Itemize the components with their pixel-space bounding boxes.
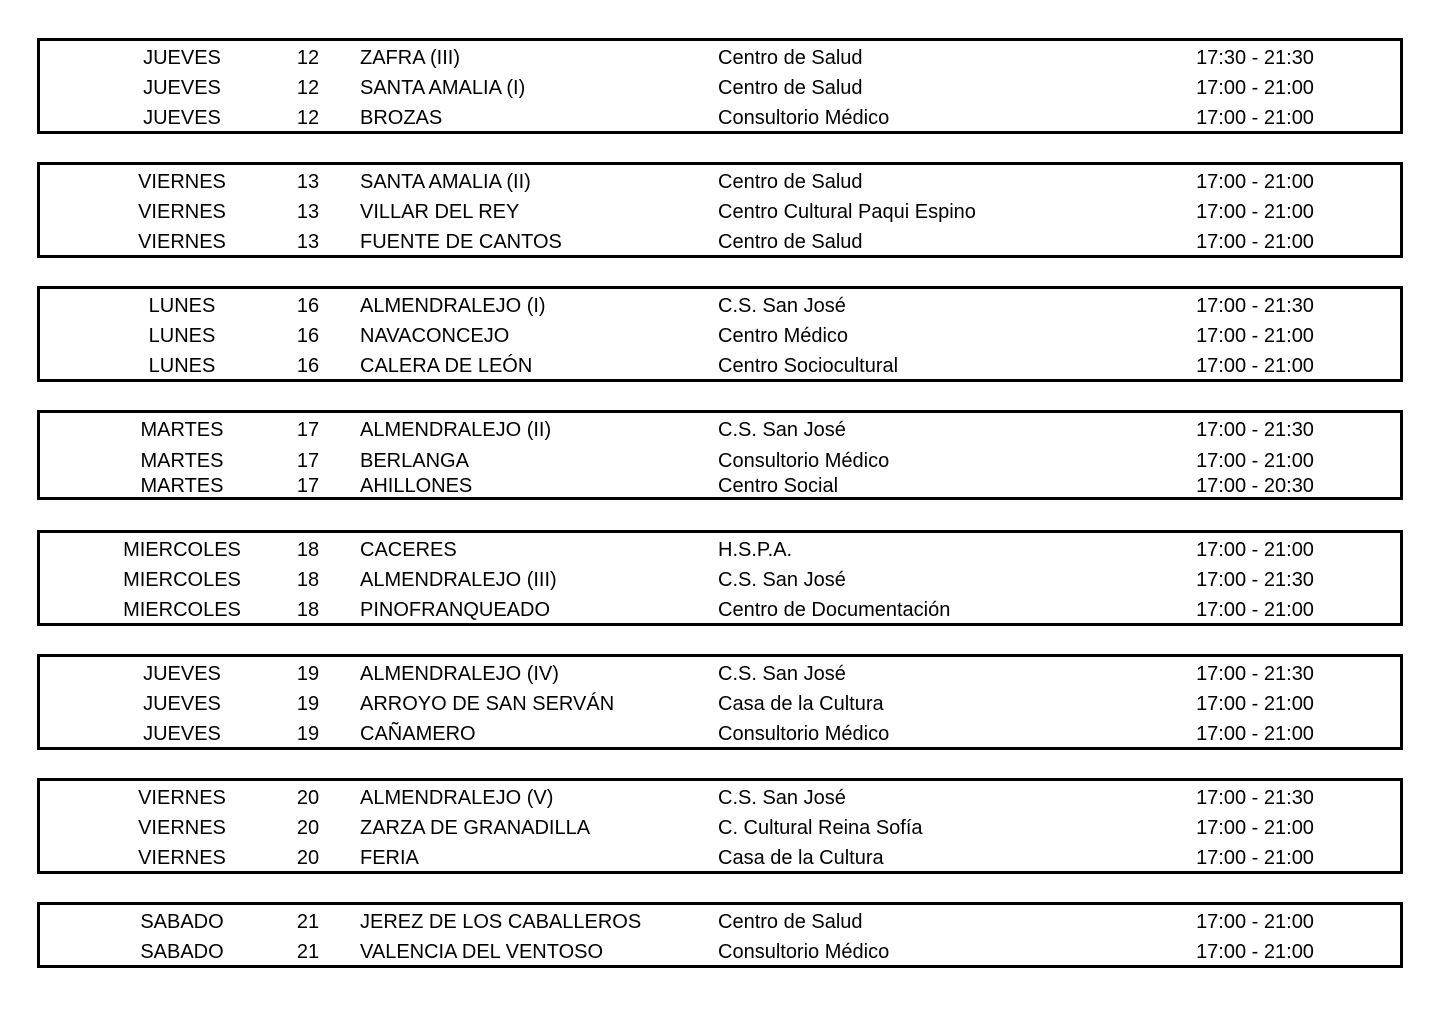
table-row: [40, 167, 1400, 197]
date-cell: 17: [296, 475, 320, 497]
table-row: [40, 907, 1400, 937]
table-row: [40, 535, 1400, 565]
hours-cell: 17:00 - 21:30: [1196, 663, 1314, 685]
table-row: [40, 783, 1400, 813]
hours-cell: 17:00 - 21:30: [1196, 787, 1314, 809]
day-cell: VIERNES: [138, 817, 226, 839]
date-cell: 21: [296, 941, 320, 963]
day-cell: LUNES: [148, 355, 216, 377]
day-cell: JUEVES: [143, 693, 221, 715]
table-row: [40, 843, 1400, 873]
day-cell: JUEVES: [143, 47, 221, 69]
town-cell: ZAFRA (III): [360, 47, 460, 69]
hours-cell: 17:00 - 21:30: [1196, 569, 1314, 591]
day-cell: MIERCOLES: [123, 539, 241, 561]
town-cell: SANTA AMALIA (I): [360, 77, 526, 99]
venue-cell: Centro Médico: [718, 325, 849, 347]
venue-cell: Consultorio Médico: [718, 450, 890, 472]
table-row: [40, 321, 1400, 351]
schedule-group: [37, 530, 1403, 626]
schedule-group: [37, 902, 1403, 968]
date-cell: 21: [296, 911, 320, 933]
day-cell: SABADO: [140, 911, 224, 933]
venue-cell: Consultorio Médico: [718, 941, 890, 963]
town-cell: ZARZA DE GRANADILLA: [360, 817, 591, 839]
town-cell: ALMENDRALEJO (III): [360, 569, 557, 591]
date-cell: 12: [296, 107, 320, 129]
town-cell: FUENTE DE CANTOS: [360, 231, 562, 253]
venue-cell: C.S. San José: [718, 787, 846, 809]
day-cell: LUNES: [148, 295, 216, 317]
hours-cell: 17:00 - 21:00: [1196, 693, 1314, 715]
town-cell: BERLANGA: [360, 450, 469, 472]
venue-cell: Centro de Salud: [718, 231, 863, 253]
hours-cell: 17:00 - 21:00: [1196, 355, 1314, 377]
day-cell: VIERNES: [138, 787, 226, 809]
hours-cell: 17:00 - 21:00: [1196, 201, 1314, 223]
town-cell: NAVACONCEJO: [360, 325, 510, 347]
venue-cell: H.S.P.A.: [718, 539, 793, 561]
venue-cell: Centro Cultural Paqui Espino: [718, 201, 976, 223]
day-cell: JUEVES: [143, 77, 221, 99]
table-row: [40, 197, 1400, 227]
table-row: [40, 351, 1400, 381]
date-cell: 18: [296, 599, 320, 621]
day-cell: MARTES: [140, 475, 224, 497]
date-cell: 19: [296, 723, 320, 745]
table-row: [40, 659, 1400, 689]
town-cell: AHILLONES: [360, 475, 473, 497]
day-cell: LUNES: [148, 325, 216, 347]
table-row: [40, 291, 1400, 321]
day-cell: JUEVES: [143, 107, 221, 129]
date-cell: 13: [296, 201, 320, 223]
town-cell: VALENCIA DEL VENTOSO: [360, 941, 604, 963]
date-cell: 18: [296, 569, 320, 591]
venue-cell: C.S. San José: [718, 419, 846, 441]
hours-cell: 17:00 - 21:00: [1196, 450, 1314, 472]
table-row: [40, 43, 1400, 73]
hours-cell: 17:00 - 21:00: [1196, 941, 1314, 963]
date-cell: 12: [296, 77, 320, 99]
table-row: [40, 565, 1400, 595]
date-cell: 17: [296, 419, 320, 441]
venue-cell: Centro Sociocultural: [718, 355, 899, 377]
town-cell: JEREZ DE LOS CABALLEROS: [360, 911, 642, 933]
table-row: [40, 415, 1400, 445]
schedule-group: [37, 162, 1403, 258]
town-cell: ALMENDRALEJO (IV): [360, 663, 559, 685]
hours-cell: 17:00 - 21:00: [1196, 107, 1314, 129]
day-cell: SABADO: [140, 941, 224, 963]
table-row: [40, 689, 1400, 719]
town-cell: BROZAS: [360, 107, 443, 129]
schedule-group: [37, 778, 1403, 874]
venue-cell: C.S. San José: [718, 569, 846, 591]
venue-cell: Centro de Salud: [718, 911, 863, 933]
table-row: [40, 719, 1400, 749]
day-cell: JUEVES: [143, 723, 221, 745]
venue-cell: Consultorio Médico: [718, 723, 890, 745]
hours-cell: 17:00 - 21:00: [1196, 171, 1314, 193]
town-cell: SANTA AMALIA (II): [360, 171, 531, 193]
venue-cell: Centro de Salud: [718, 47, 863, 69]
town-cell: ARROYO DE SAN SERVÁN: [360, 693, 615, 715]
date-cell: 13: [296, 171, 320, 193]
venue-cell: Casa de la Cultura: [718, 693, 884, 715]
day-cell: VIERNES: [138, 231, 226, 253]
schedule-group: [37, 38, 1403, 134]
table-row: [40, 813, 1400, 843]
hours-cell: 17:00 - 21:30: [1196, 295, 1314, 317]
date-cell: 16: [296, 355, 320, 377]
schedule-group: [37, 410, 1403, 500]
table-row: [40, 227, 1400, 257]
table-row: [40, 471, 1400, 501]
day-cell: MIERCOLES: [123, 599, 241, 621]
date-cell: 19: [296, 693, 320, 715]
hours-cell: 17:00 - 21:00: [1196, 817, 1314, 839]
town-cell: ALMENDRALEJO (V): [360, 787, 554, 809]
day-cell: MARTES: [140, 450, 224, 472]
date-cell: 17: [296, 450, 320, 472]
hours-cell: 17:00 - 21:00: [1196, 723, 1314, 745]
day-cell: VIERNES: [138, 171, 226, 193]
date-cell: 20: [296, 847, 320, 869]
schedule-group: [37, 286, 1403, 382]
day-cell: VIERNES: [138, 847, 226, 869]
hours-cell: 17:00 - 21:00: [1196, 599, 1314, 621]
venue-cell: Centro Social: [718, 475, 839, 497]
date-cell: 12: [296, 47, 320, 69]
hours-cell: 17:00 - 21:00: [1196, 911, 1314, 933]
town-cell: ALMENDRALEJO (II): [360, 419, 552, 441]
hours-cell: 17:30 - 21:30: [1196, 47, 1314, 69]
day-cell: JUEVES: [143, 663, 221, 685]
venue-cell: Centro de Salud: [718, 77, 863, 99]
town-cell: VILLAR DEL REY: [360, 201, 520, 223]
date-cell: 19: [296, 663, 320, 685]
venue-cell: C.S. San José: [718, 295, 846, 317]
hours-cell: 17:00 - 20:30: [1196, 475, 1314, 497]
table-row: [40, 103, 1400, 133]
town-cell: CALERA DE LEÓN: [360, 355, 533, 377]
town-cell: FERIA: [360, 847, 419, 869]
date-cell: 20: [296, 817, 320, 839]
day-cell: MIERCOLES: [123, 569, 241, 591]
town-cell: PINOFRANQUEADO: [360, 599, 551, 621]
table-row: [40, 595, 1400, 625]
venue-cell: Consultorio Médico: [718, 107, 890, 129]
venue-cell: Centro de Salud: [718, 171, 863, 193]
date-cell: 16: [296, 295, 320, 317]
hours-cell: 17:00 - 21:00: [1196, 325, 1314, 347]
date-cell: 16: [296, 325, 320, 347]
town-cell: ALMENDRALEJO (I): [360, 295, 546, 317]
date-cell: 13: [296, 231, 320, 253]
date-cell: 20: [296, 787, 320, 809]
town-cell: CAÑAMERO: [360, 723, 476, 745]
hours-cell: 17:00 - 21:00: [1196, 847, 1314, 869]
venue-cell: Centro de Documentación: [718, 599, 951, 621]
table-row: [40, 73, 1400, 103]
town-cell: CACERES: [360, 539, 457, 561]
day-cell: VIERNES: [138, 201, 226, 223]
date-cell: 18: [296, 539, 320, 561]
hours-cell: 17:00 - 21:00: [1196, 231, 1314, 253]
hours-cell: 17:00 - 21:30: [1196, 419, 1314, 441]
day-cell: MARTES: [140, 419, 224, 441]
venue-cell: C. Cultural Reina Sofía: [718, 817, 923, 839]
venue-cell: Casa de la Cultura: [718, 847, 884, 869]
hours-cell: 17:00 - 21:00: [1196, 539, 1314, 561]
venue-cell: C.S. San José: [718, 663, 846, 685]
table-row: [40, 937, 1400, 967]
hours-cell: 17:00 - 21:00: [1196, 77, 1314, 99]
schedule-group: [37, 654, 1403, 750]
